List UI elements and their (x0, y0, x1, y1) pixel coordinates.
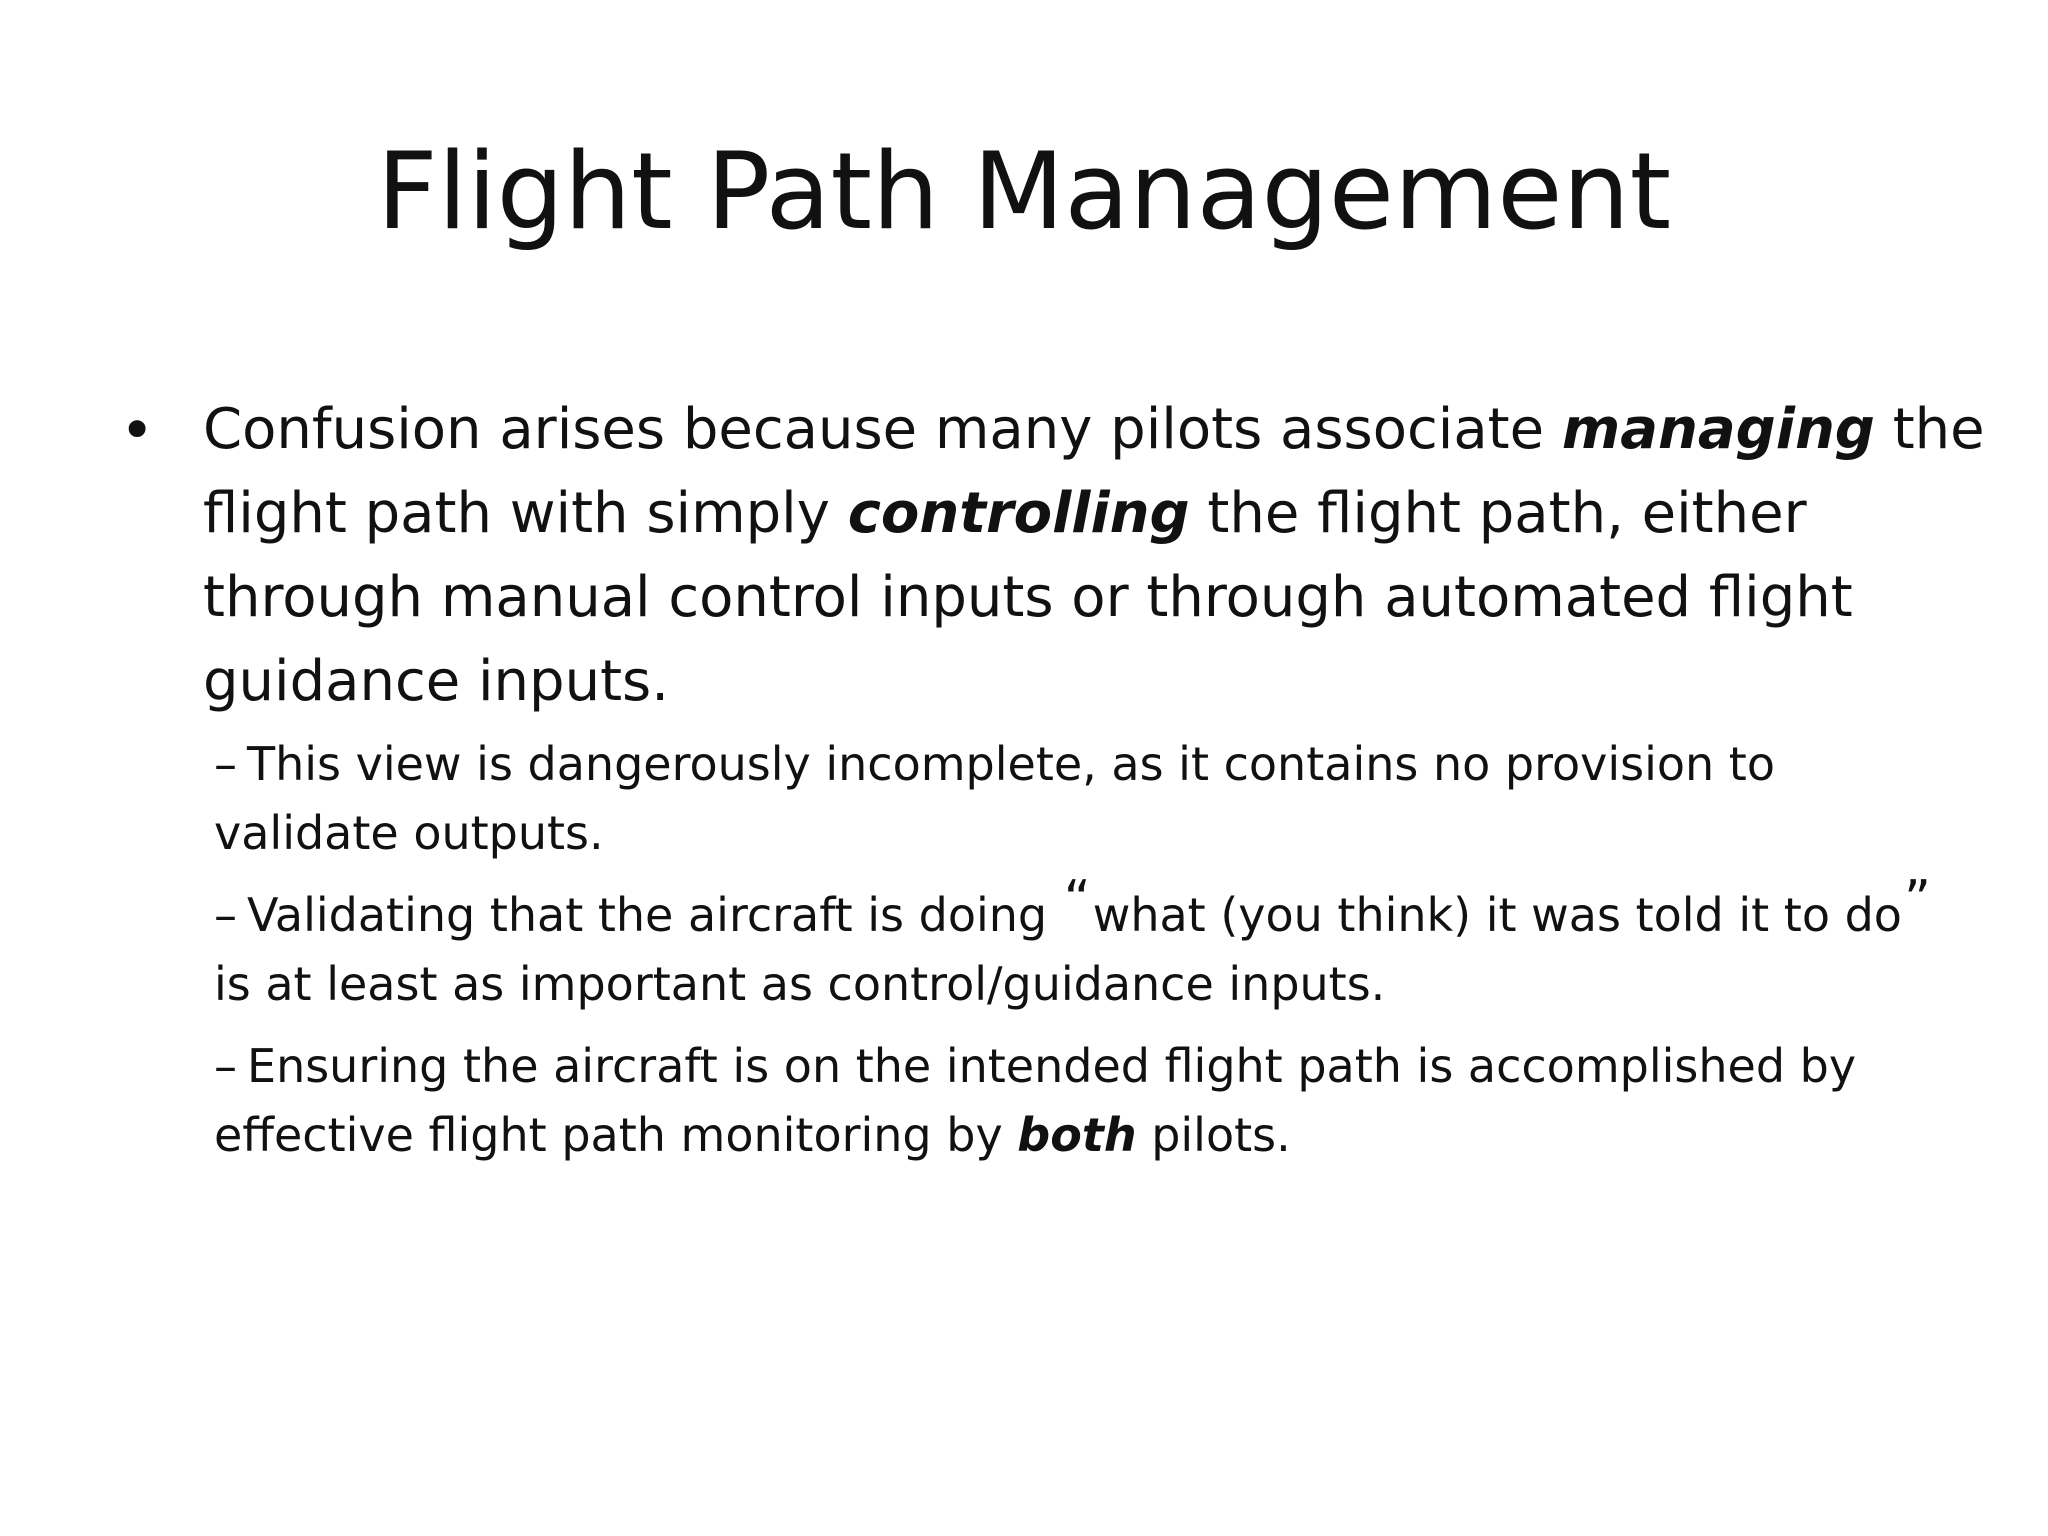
bullet-text-part: Confusion arises because many pilots associate (203, 397, 1562, 462)
emphasis-managing: managing (1561, 397, 1875, 462)
emphasis-both: both (1017, 1108, 1137, 1162)
bullet-text-part: the flight path with simply (203, 397, 1985, 546)
bullet-marker: • (120, 396, 155, 464)
sub-bullet-item (214, 1032, 1934, 1170)
sub-bullet-text: pilots. (1136, 1108, 1291, 1162)
sub-bullet-list (214, 730, 1934, 1183)
quoted-text: what (you think) it was told it to do (1092, 888, 1902, 942)
slide-title: Flight Path Management (376, 130, 1672, 253)
dash-marker: – (214, 737, 237, 791)
main-bullet-text (203, 388, 2043, 724)
sub-bullet-text: is at least as important as control/guidance inputs. (214, 957, 1386, 1011)
sub-bullet-item (214, 870, 1934, 1019)
sub-bullet-text: Ensuring the aircraft is on the intended flight path is accomplished by effective flight path monitoring by (214, 1039, 1857, 1162)
bullet-text-part: the flight path, either through manual control inputs or through automated flight guidance inputs. (203, 481, 1853, 714)
open-quote: “ (1063, 870, 1091, 930)
sub-bullet-item (214, 730, 1934, 868)
sub-bullet-text: Validating that the aircraft is doing (247, 888, 1062, 942)
dash-marker: – (214, 1039, 237, 1093)
emphasis-controlling: controlling (847, 481, 1190, 546)
dash-marker: – (214, 888, 237, 942)
sub-bullet-text: This view is dangerously incomplete, as it contains no provision to validate outputs. (214, 737, 1775, 860)
close-quote: ” (1903, 870, 1931, 930)
